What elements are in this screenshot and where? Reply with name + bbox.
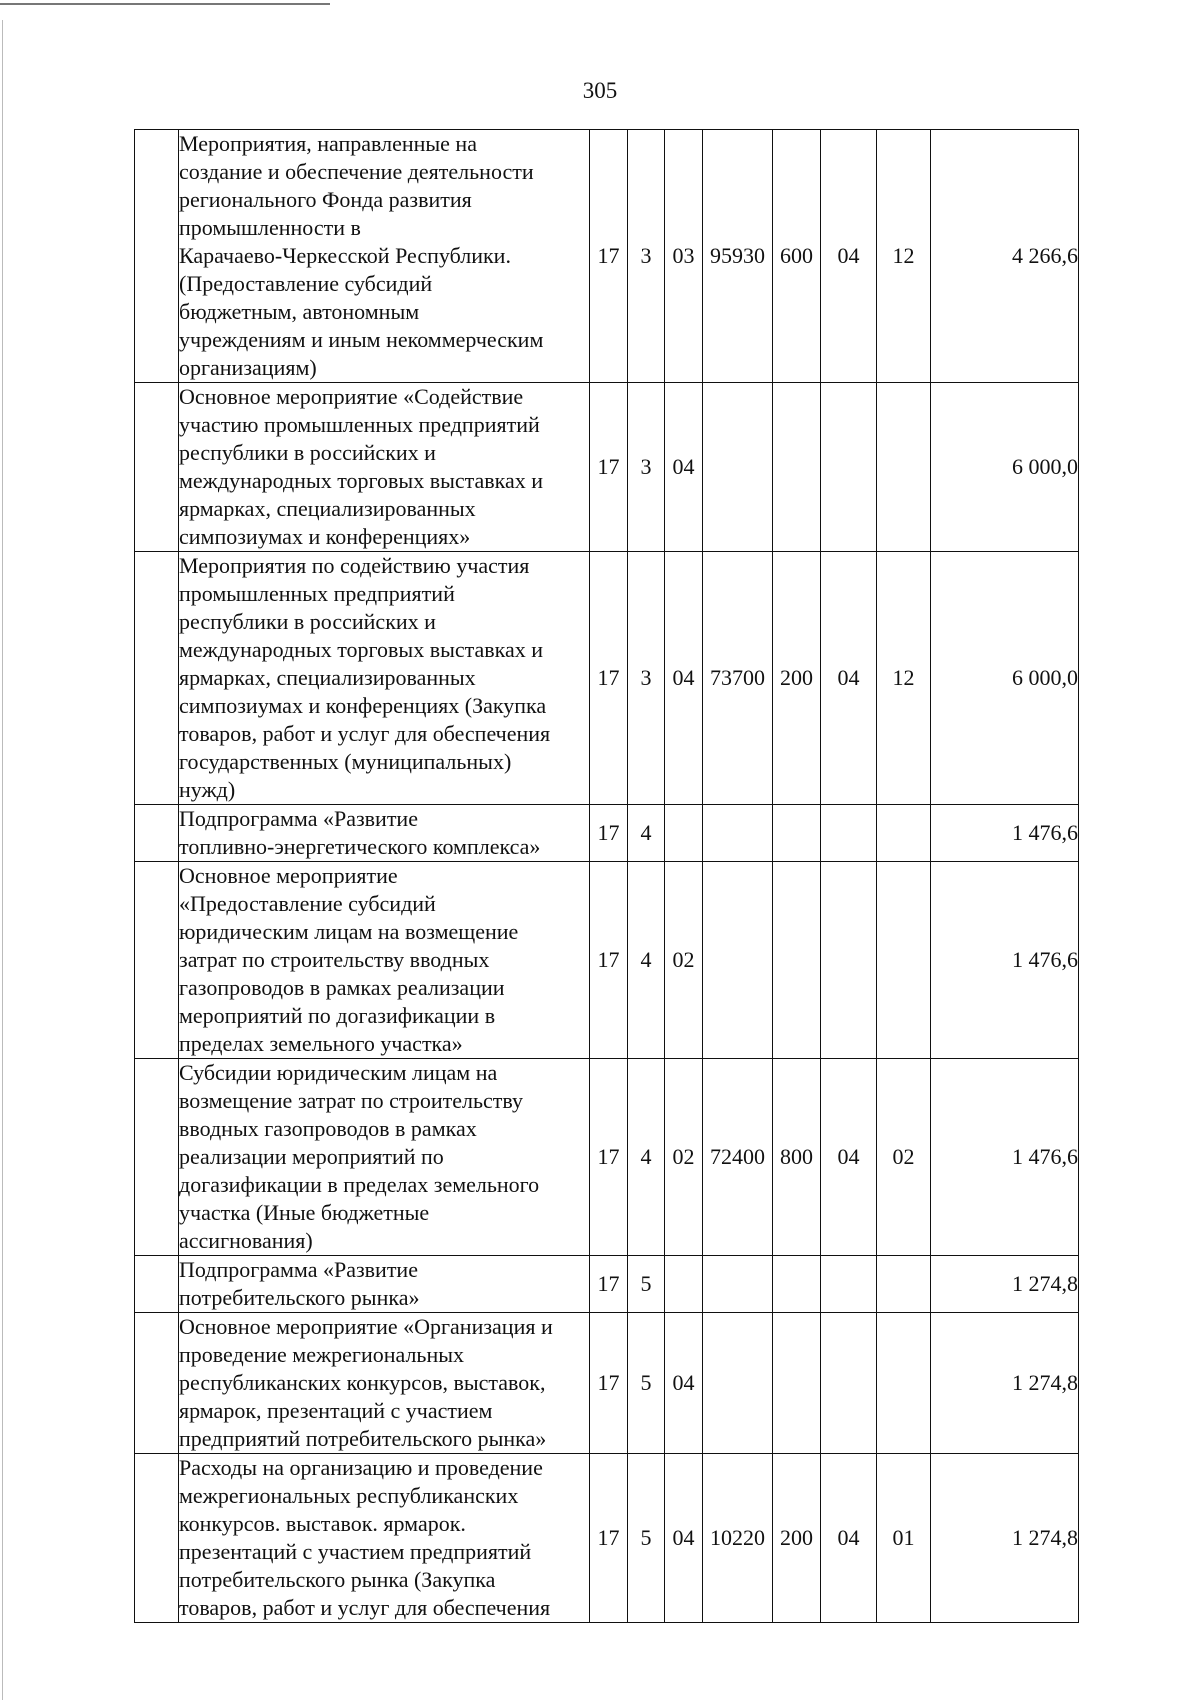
subsection-code: 02 — [877, 1059, 931, 1256]
index-cell — [135, 130, 179, 383]
section-code — [821, 805, 877, 862]
ministry-code: 17 — [590, 1059, 628, 1256]
subsection-code: 12 — [877, 130, 931, 383]
section-code — [821, 862, 877, 1059]
index-cell — [135, 1059, 179, 1256]
program-code: 4 — [628, 805, 665, 862]
program-code: 5 — [628, 1256, 665, 1313]
event-code — [665, 805, 703, 862]
expense-type-code — [773, 1256, 821, 1313]
event-code: 03 — [665, 130, 703, 383]
table-row — [135, 552, 1079, 805]
section-code — [821, 1313, 877, 1454]
description-cell: Основное мероприятие «Организация и проведение межрегиональных республиканских конкурсов, выставок, ярмарок, презентаций с участием предприятий потребительского рынка» — [179, 1313, 590, 1454]
section-code — [821, 383, 877, 552]
expense-type-code — [773, 383, 821, 552]
amount-cell: 6 000,0 — [931, 383, 1079, 552]
expense-type-code — [773, 1313, 821, 1454]
event-code — [665, 1256, 703, 1313]
description-cell: Субсидии юридическим лицам на возмещение затрат по строительству вводных газопроводов в рамках реализации мероприятий по догазификации в пределах земельного участка (Иные бюджетные ассигнования) — [179, 1059, 590, 1256]
section-code: 04 — [821, 1454, 877, 1623]
subsection-code — [877, 1313, 931, 1454]
ministry-code: 17 — [590, 383, 628, 552]
table-row — [135, 383, 1079, 552]
direction-code — [703, 1256, 773, 1313]
description-cell: Основное мероприятие «Содействие участию промышленных предприятий республики в российских и международных торговых выставках и ярмарках, специализированных симпозиумах и конференциях» — [179, 383, 590, 552]
direction-code — [703, 383, 773, 552]
expense-type-code — [773, 862, 821, 1059]
direction-code: 10220 — [703, 1454, 773, 1623]
program-code: 4 — [628, 1059, 665, 1256]
ministry-code: 17 — [590, 1256, 628, 1313]
expense-type-code — [773, 805, 821, 862]
subsection-code: 01 — [877, 1454, 931, 1623]
index-cell — [135, 552, 179, 805]
direction-code — [703, 862, 773, 1059]
program-code: 3 — [628, 552, 665, 805]
subsection-code — [877, 862, 931, 1059]
subsection-code: 12 — [877, 552, 931, 805]
program-code: 4 — [628, 862, 665, 1059]
table-row — [135, 805, 1079, 862]
event-code: 04 — [665, 1313, 703, 1454]
amount-cell: 1 476,6 — [931, 805, 1079, 862]
index-cell — [135, 805, 179, 862]
expense-type-code: 800 — [773, 1059, 821, 1256]
amount-cell: 1 476,6 — [931, 862, 1079, 1059]
page-number: 305 — [582, 78, 618, 103]
table-row — [135, 1256, 1079, 1313]
program-code: 5 — [628, 1454, 665, 1623]
scan-edge-top — [0, 3, 330, 5]
description-cell: Мероприятия, направленные на создание и обеспечение деятельности регионального Фонда развития промышленности в Карачаево-Черкесской Республики. (Предоставление субсидий бюджетным, автономным учреждениям и иным некоммерческим организациям) — [179, 130, 590, 383]
ministry-code: 17 — [590, 130, 628, 383]
section-code: 04 — [821, 552, 877, 805]
section-code: 04 — [821, 1059, 877, 1256]
index-cell — [135, 1256, 179, 1313]
description-cell: Мероприятия по содействию участия промышленных предприятий республики в российских и международных торговых выставках и ярмарках, специализированных симпозиумах и конференциях (Закупка товаров, работ и услуг для обеспечения государственных (муниципальных) нужд) — [179, 552, 590, 805]
index-cell — [135, 862, 179, 1059]
description-cell: Основное мероприятие «Предоставление субсидий юридическим лицам на возмещение затрат по строительству вводных газопроводов в рамках реализации мероприятий по догазификации в пределах земельного участка» — [179, 862, 590, 1059]
index-cell — [135, 1313, 179, 1454]
direction-code: 72400 — [703, 1059, 773, 1256]
table-row — [135, 130, 1079, 383]
program-code: 3 — [628, 383, 665, 552]
subsection-code — [877, 805, 931, 862]
direction-code — [703, 805, 773, 862]
ministry-code: 17 — [590, 552, 628, 805]
description-cell: Расходы на организацию и проведение межрегиональных республиканских конкурсов. выставок. ярмарок. презентаций с участием предприятий потребительского рынка (Закупка товаров, работ и услуг для обеспечения — [179, 1454, 590, 1623]
section-code: 04 — [821, 130, 877, 383]
amount-cell: 1 274,8 — [931, 1454, 1079, 1623]
table-row — [135, 862, 1079, 1059]
amount-cell: 1 476,6 — [931, 1059, 1079, 1256]
direction-code — [703, 1313, 773, 1454]
event-code: 04 — [665, 1454, 703, 1623]
index-cell — [135, 1454, 179, 1623]
amount-cell: 1 274,8 — [931, 1256, 1079, 1313]
budget-table — [134, 129, 1079, 1623]
program-code: 5 — [628, 1313, 665, 1454]
scan-edge-left — [2, 20, 3, 1700]
ministry-code: 17 — [590, 862, 628, 1059]
event-code: 04 — [665, 552, 703, 805]
section-code — [821, 1256, 877, 1313]
ministry-code: 17 — [590, 1454, 628, 1623]
subsection-code — [877, 1256, 931, 1313]
description-cell: Подпрограмма «Развитие топливно-энергетического комплекса» — [179, 805, 590, 862]
event-code: 02 — [665, 1059, 703, 1256]
expense-type-code: 200 — [773, 1454, 821, 1623]
amount-cell: 4 266,6 — [931, 130, 1079, 383]
ministry-code: 17 — [590, 1313, 628, 1454]
expense-type-code: 200 — [773, 552, 821, 805]
expense-type-code: 600 — [773, 130, 821, 383]
ministry-code: 17 — [590, 805, 628, 862]
program-code: 3 — [628, 130, 665, 383]
table-row — [135, 1059, 1079, 1256]
description-cell: Подпрограмма «Развитие потребительского рынка» — [179, 1256, 590, 1313]
event-code: 02 — [665, 862, 703, 1059]
table-row — [135, 1454, 1079, 1623]
subsection-code — [877, 383, 931, 552]
event-code: 04 — [665, 383, 703, 552]
direction-code: 73700 — [703, 552, 773, 805]
direction-code: 95930 — [703, 130, 773, 383]
table-row — [135, 1313, 1079, 1454]
amount-cell: 6 000,0 — [931, 552, 1079, 805]
index-cell — [135, 383, 179, 552]
amount-cell: 1 274,8 — [931, 1313, 1079, 1454]
